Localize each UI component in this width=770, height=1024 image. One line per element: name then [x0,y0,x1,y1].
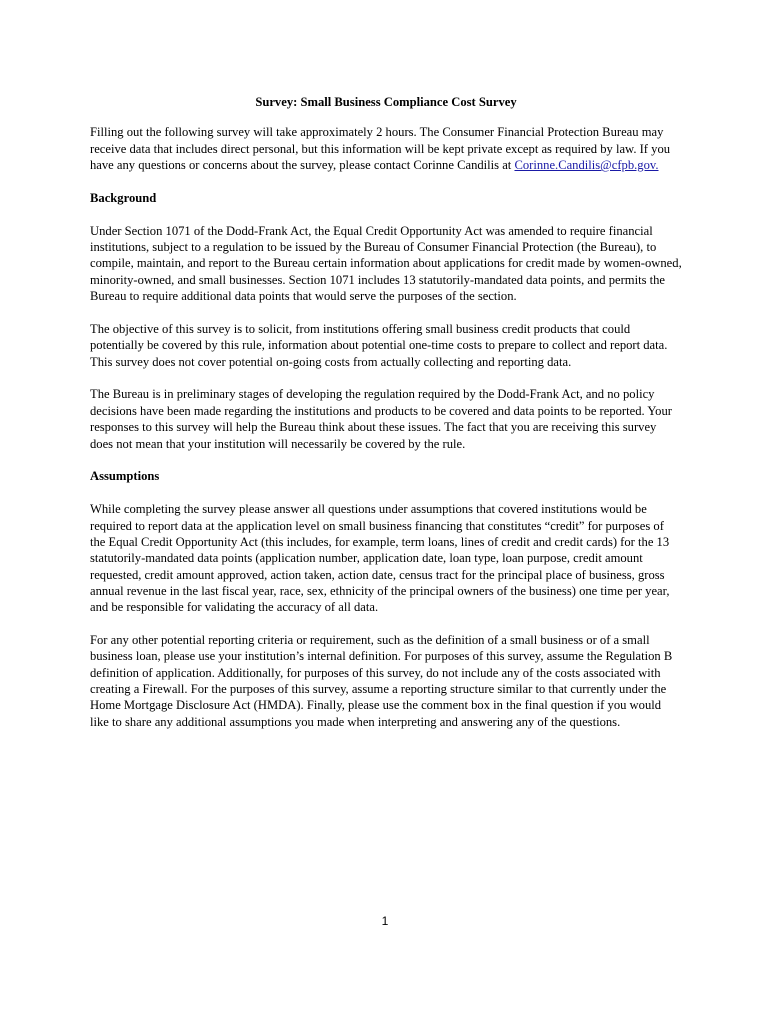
background-paragraph-2: The objective of this survey is to solicit, from institutions offering small business credit products that could potentially be covered by this rule, information about potential one-time costs to prepare to collect and report data. This survey does not cover potential on-going costs from actually collecting and reporting data. [90,321,668,369]
contact-email-link[interactable]: Corinne.Candilis@cfpb.gov. [514,158,659,173]
background-heading: Background [90,190,157,205]
assumptions-paragraph-1: While completing the survey please answer all questions under assumptions that covered institutions would be required to report data at the application level on small business financing that constitutes “credit” for purposes of the Equal Credit Opportunity Act (this includes, for example, term loans, lines of credit and credit cards) for the 13 statutorily-mandated data points (application number, application date, loan type, loan purpose, credit amount requested, credit amount approved, action taken, action date, census tract for the principal place of business, gross annual revenue in the last fiscal year, race, sex, ethnicity of the principal owners of the business) one time per year, and be responsible for validating the accuracy of all data. [90,502,670,615]
document-title: Survey: Small Business Compliance Cost Survey [255,95,517,109]
assumptions-heading: Assumptions [90,469,160,484]
assumptions-paragraph-2: For any other potential reporting criteria or requirement, such as the definition of a small business or of a small business loan, please use your institution’s internal definition. For purposes of this survey, assume the Regulation B definition of application. Additionally, for purposes of this survey, do not include any of the costs associated with creating a Firewall. For the purposes of this survey, assume a reporting structure similar to that currently under the Home Mortgage Disclosure Act (HMDA). Finally, please use the comment box in the final question if you would like to share any additional assumptions you made when interpreting and answering any of the questions. [90,633,673,729]
background-paragraph-3: The Bureau is in preliminary stages of developing the regulation required by the Dodd-Frank Act, and no policy decisions have been made regarding the institutions and products to be covered and data points to be reported. Your responses to this survey will help the Bureau think about these issues. The fact that you are receiving this survey does not mean that your institution will necessarily be covered by the rule. [90,387,672,451]
intro-paragraph [90,124,682,173]
page-number: 1 [381,914,389,928]
document-body [90,94,682,747]
intro-text: Filling out the following survey will take approximately 2 hours. The Consumer Financial Protection Bureau may receive data that includes direct personal, but this information will be kept private except as required by law. If you have any questions or concerns about the survey, please contact Corinne Candilis at [90,125,671,173]
background-paragraph-1: Under Section 1071 of the Dodd-Frank Act, the Equal Credit Opportunity Act was amended to require financial institutions, subject to a regulation to be issued by the Bureau of Consumer Financial Protection (the Bureau), to compile, maintain, and report to the Bureau certain information about applications for credit made by women-owned, minority-owned, and small businesses. Section 1071 includes 13 statutorily-mandated data points, and permits the Bureau to require additional data points that would serve the purposes of the section. [90,223,682,304]
